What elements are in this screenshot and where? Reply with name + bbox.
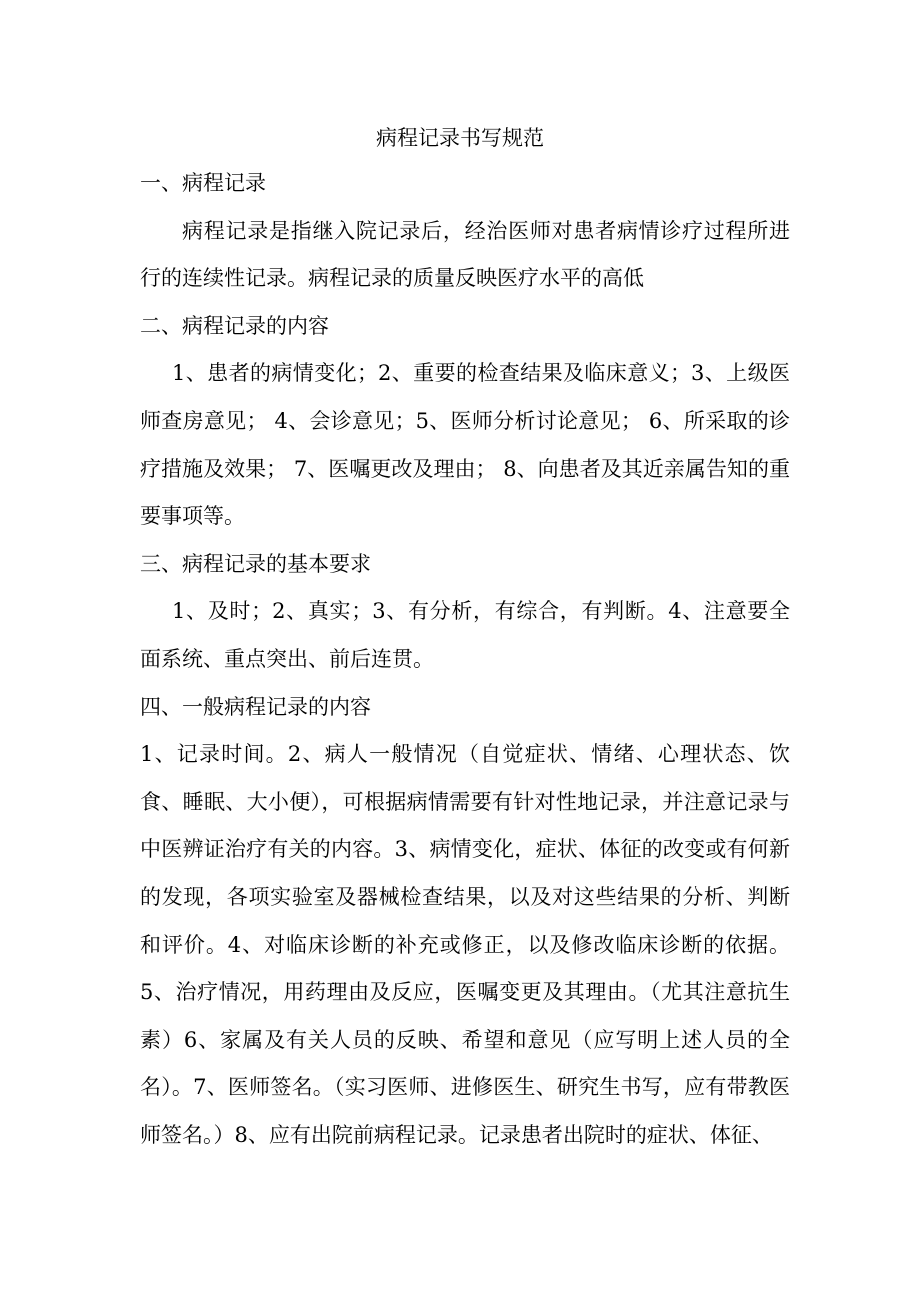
section-heading-3: 三、病程记录的基本要求 — [140, 551, 371, 576]
section-heading-1: 一、病程记录 — [140, 171, 266, 195]
section-paragraph-4: 1、记录时间。2、病人一般情况（自觉症状、情绪、心理状态、饮食、睡眠、大小便），可根据病情需要有针对性地记录，并注意记录与中医辨证治疗有关的内容。3、病情变化，症状、体征的改变或有何新的发现，各项实验室及器械检查结果，以及对这些结果的分析、判断和评价。4、对临床诊断的补充或修正，以及修改临床诊断的依据。5、治疗情况，用药理由及反应，医嘱变更及其理由。（尤其注意抗生素）6、家属及有关人员的反映、希望和意见（应写明上述人员的全名）。7、医师签名。（实习医师、进修医生、研究生书写，应有带教医师签名。）8、应有出院前病程记录。记录患者出院时的症状、体征、 — [140, 742, 790, 1147]
section-heading-4: 四、一般病程记录的内容 — [140, 694, 371, 719]
document-body — [140, 160, 790, 1159]
section-paragraph-3: 1、及时；2、真实；3、有分析，有综合，有判断。4、注意要全面系统、重点突出、前后连贯。 — [140, 599, 790, 671]
section-paragraph-1: 病程记录是指继入院记录后，经治医师对患者病情诊疗过程所进行的连续性记录。病程记录的质量反映医疗水平的高低 — [140, 218, 790, 291]
section-heading-2: 二、病程记录的内容 — [140, 313, 329, 338]
section-paragraph-2: 1、患者的病情变化；2、重要的检查结果及临床意义；3、上级医师查房意见； 4、会诊意见；5、医师分析讨论意见； 6、所采取的诊疗措施及效果； 7、医嘱更改及理由； 8、向患者及其近亲属告知的重要事项等。 — [140, 361, 790, 529]
page-title: 病程记录书写规范 — [376, 126, 544, 150]
